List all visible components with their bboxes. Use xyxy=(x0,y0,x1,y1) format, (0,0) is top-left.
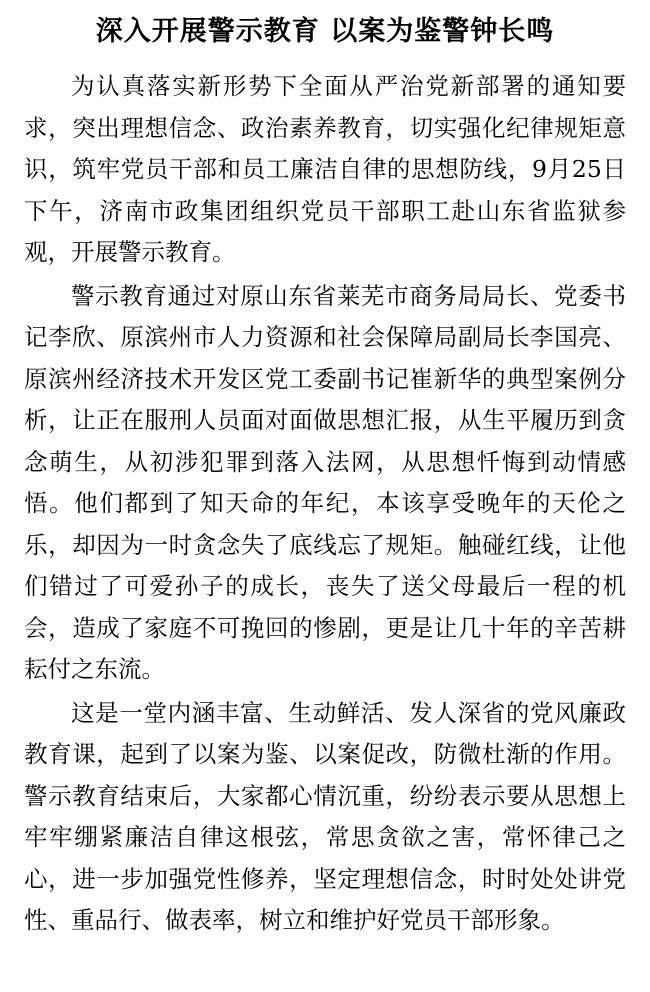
paragraph: 这是一堂内涵丰富、生动鲜活、发人深省的党风廉政教育课，起到了以案为鉴、以案促改，防微杜渐的作用。警示教育结束后，大家都心情沉重，纷纷表示要从思想上牢牢绷紧廉洁自律这根弦，常思贪欲之害，常怀律己之心，进一步加强党性修养，坚定理想信念，时时处处讲党性、重品行、做表率，树立和维护好党员干部形象。 xyxy=(24,698,626,934)
paragraph: 警示教育通过对原山东省莱芜市商务局局长、党委书记李欣、原滨州市人力资源和社会保障局副局长李国亮、原滨州经济技术开发区党工委副书记崔新华的典型案例分析，让正在服刑人员面对面做思想汇报，从生平履历到贪念萌生，从初涉犯罪到落入法网，从思想忏悔到动情感悟。他们都到了知天命的年纪，本该享受晚年的天伦之乐，却因为一时贪念失了底线忘了规矩。触碰红线，让他们错过了可爱孙子的成长，丧失了送父母最后一程的机会，造成了家庭不可挽回的惨剧，更是让几十年的辛苦耕耘付之东流。 xyxy=(24,281,626,683)
paragraph: 为认真落实新形势下全面从严治党新部署的通知要求，突出理想信念、政治素养教育，切实强化纪律规矩意识，筑牢党员干部和员工廉洁自律的思想防线，9月25日下午，济南市政集团组织党员干部职工赴山东省监狱参观，开展警示教育。 xyxy=(24,72,626,266)
page-title: 深入开展警示教育 以案为鉴警钟长鸣 xyxy=(95,16,555,47)
document-body xyxy=(24,66,626,942)
